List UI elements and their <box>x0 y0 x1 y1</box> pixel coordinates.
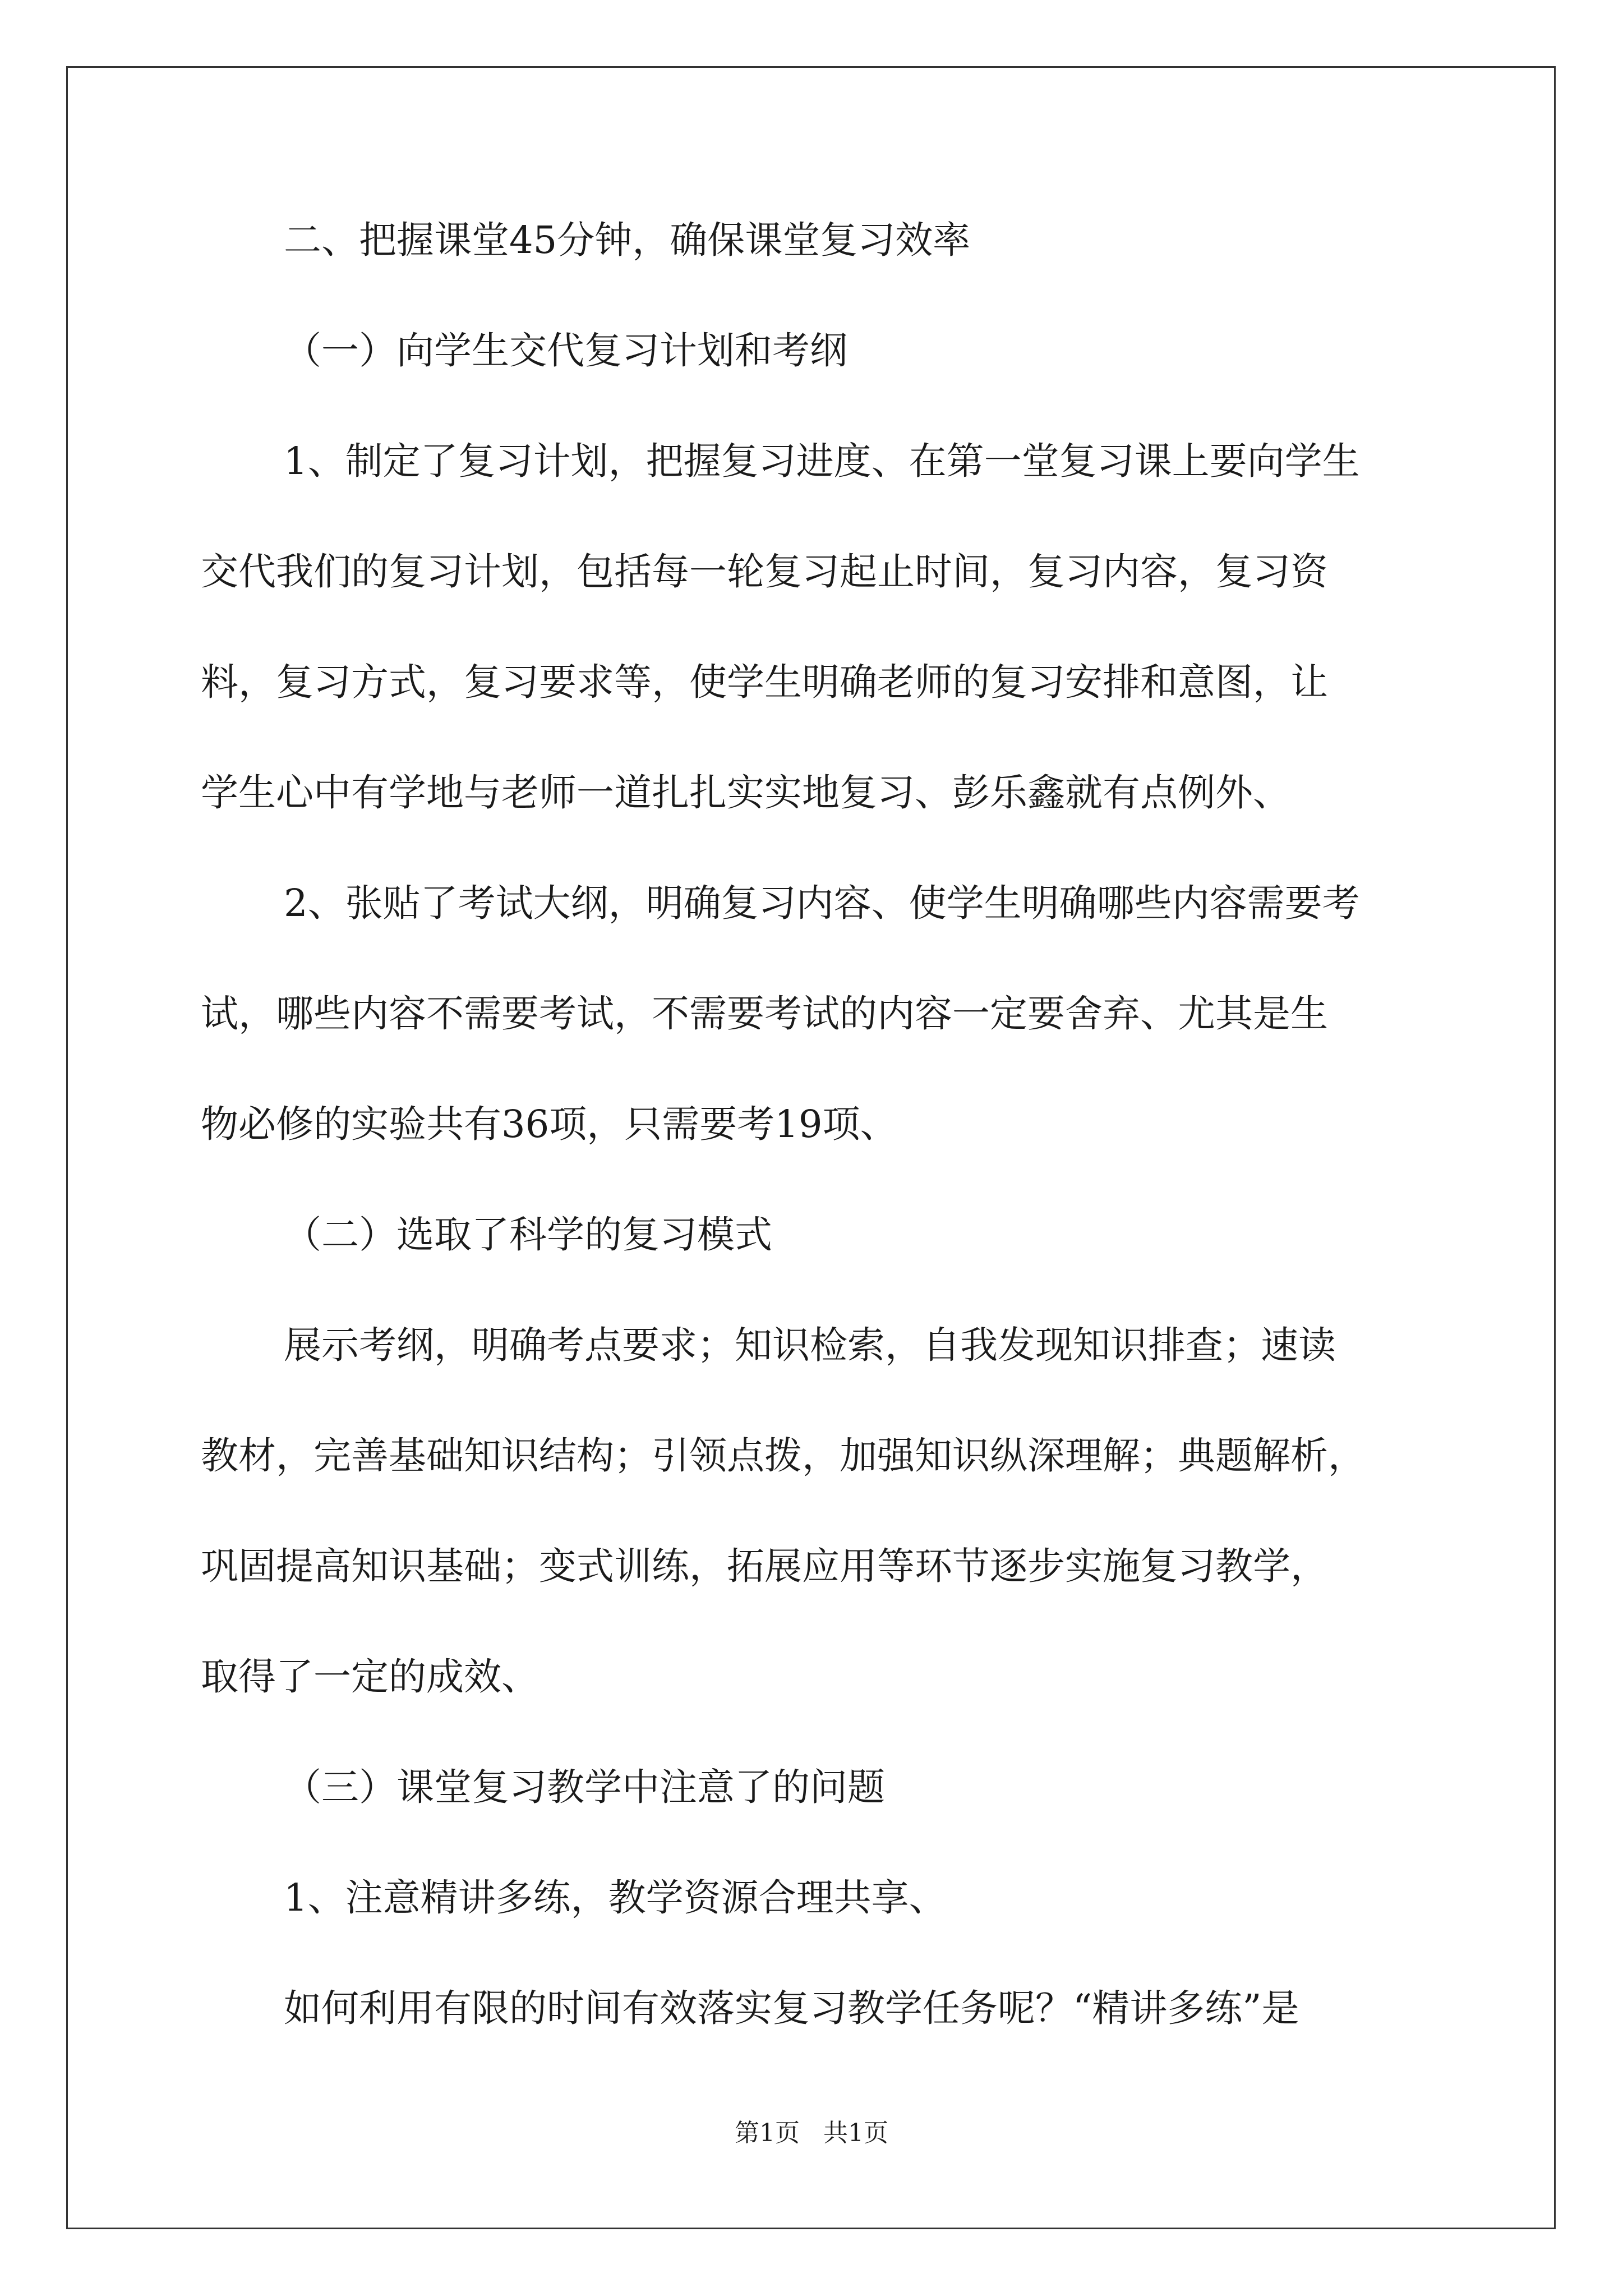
subsection-heading: （三）课堂复习教学中注意了的问题 <box>284 1765 885 1809</box>
page-footer <box>0 2118 1623 2149</box>
paragraph-line: 展示考纲，明确考点要求；知识检索，自我发现知识排查；速读 <box>284 1323 1336 1367</box>
paragraph-line: 如何利用有限的时间有效落实复习教学任务呢？“精讲多练”是 <box>284 1986 1299 2030</box>
page-number: 第1页 <box>735 2119 800 2147</box>
paragraph-line: 1、制定了复习计划，把握复习进度、在第一堂复习课上要向学生 <box>284 439 1360 483</box>
paragraph-line: 物必修的实验共有36项，只需要考19项、 <box>201 1102 898 1146</box>
subsection-heading: （二）选取了科学的复习模式 <box>284 1213 772 1257</box>
subsection-heading: （一）向学生交代复习计划和考纲 <box>284 329 847 372</box>
paragraph-line: 巩固提高知识基础；变式训练，拓展应用等环节逐步实施复习教学， <box>201 1544 1328 1588</box>
paragraph-line: 2、张贴了考试大纲，明确复习内容、使学生明确哪些内容需要考 <box>284 881 1360 925</box>
paragraph-line: 1、注意精讲多练，教学资源合理共享、 <box>284 1876 947 1920</box>
paragraph-line: 试，哪些内容不需要考试，不需要考试的内容一定要舍弃、尤其是生 <box>201 992 1328 1036</box>
section-heading: 二、把握课堂45分钟，确保课堂复习效率 <box>284 218 971 262</box>
page-total: 共1页 <box>823 2119 888 2147</box>
paragraph-line: 料，复习方式，复习要求等，使学生明确老师的复习安排和意图，让 <box>201 660 1328 704</box>
paragraph-line: 学生心中有学地与老师一道扎扎实实地复习、彭乐鑫就有点例外、 <box>201 771 1290 815</box>
paragraph-line: 交代我们的复习计划，包括每一轮复习起止时间，复习内容，复习资 <box>201 550 1328 593</box>
paragraph-line: 取得了一定的成效、 <box>201 1655 539 1699</box>
paragraph-line: 教材，完善基础知识结构；引领点拨，加强知识纵深理解；典题解析， <box>201 1434 1366 1478</box>
